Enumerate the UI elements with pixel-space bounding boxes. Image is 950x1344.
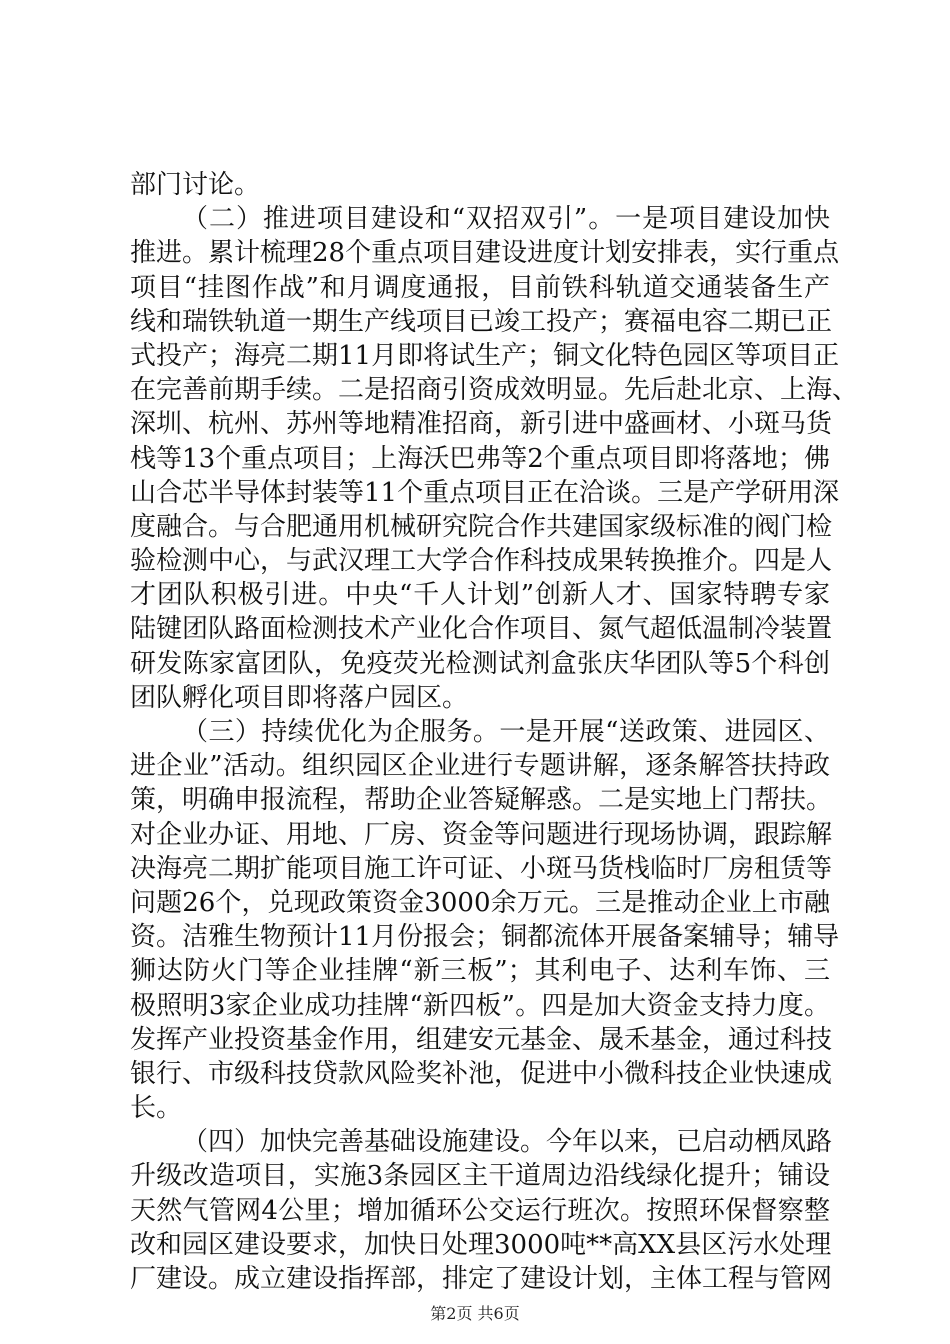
text-line: 改和园区建设要求，加快日处理3000吨**高XX县区污水处理: [130, 1229, 832, 1260]
section-heading-line: （二）推进项目建设和“双招双引”。一是项目建设加快: [182, 204, 830, 235]
text-line: 资。洁雅生物预计11月份报会；铜都流体开展备案辅导；辅导: [130, 922, 840, 953]
section-heading-line: （四）加快完善基础设施建设。今年以来，已启动栖凤路: [182, 1127, 833, 1158]
text-line: 才团队积极引进。中央“千人计划”创新人才、国家特聘专家: [130, 580, 830, 611]
text-line: 长。: [130, 1093, 183, 1124]
text-line: 策，明确申报流程，帮助企业答疑解惑。二是实地上门帮扶。: [130, 785, 833, 816]
text-line: 验检测中心，与武汉理工大学合作科技成果转换推介。四是人: [130, 546, 833, 577]
text-line: 发挥产业投资基金作用，组建安元基金、晟禾基金，通过科技: [130, 1024, 833, 1055]
text-line: 深圳、杭州、苏州等地精准招商，新引进中盛画材、小斑马货: [130, 409, 833, 440]
text-line: 升级改造项目，实施3条园区主干道周边沿线绿化提升；铺设: [130, 1161, 830, 1192]
document-body: [130, 168, 859, 1296]
text-line: 研发陈家富团队，免疫荧光检测试剂盒张庆华团队等5个科创: [130, 648, 830, 679]
text-line: 进企业”活动。组织园区企业进行专题讲解，逐条解答扶持政: [130, 751, 830, 782]
text-line: 陆键团队路面检测技术产业化合作项目、氮气超低温制冷装置: [130, 614, 833, 645]
text-line: 狮达防火门等企业挂牌“新三板”；其利电子、达利车饰、三: [130, 956, 830, 987]
text-line: 决海亮二期扩能项目施工许可证、小斑马货栈临时厂房租赁等: [130, 853, 833, 884]
text-line: 极照明3家企业成功挂牌“新四板”。四是加大资金支持力度。: [130, 990, 830, 1021]
section-heading-line: （三）持续优化为企服务。一是开展“送政策、进园区、: [182, 717, 830, 747]
text-line: 团队孵化项目即将落户园区。: [130, 682, 469, 713]
text-line: 天然气管网4公里；增加循环公交运行班次。按照环保督察整: [130, 1195, 830, 1226]
text-line: 线和瑞铁轨道一期生产线项目已竣工投产；赛福电容二期已正: [130, 306, 833, 337]
text-line: 项目“挂图作战”和月调度通报，目前铁科轨道交通装备生产: [130, 272, 830, 303]
page-footer: [0, 1301, 950, 1324]
text-line: 在完善前期手续。二是招商引资成效明显。先后赴北京、上海、: [130, 375, 859, 406]
text-line: 栈等13个重点项目；上海沃巴弗等2个重点项目即将落地；佛: [130, 443, 830, 474]
text-line: 式投产；海亮二期11月即将试生产；铜文化特色园区等项目正: [130, 340, 840, 371]
text-line: 问题26个，兑现政策资金3000余万元。三是推动企业上市融: [130, 887, 830, 918]
text-line: 山合芯半导体封装等11个重点项目正在洽谈。三是产学研用深: [130, 477, 840, 508]
text-line: 厂建设。成立建设指挥部，排定了建设计划，主体工程与管网: [130, 1264, 833, 1294]
text-line: 推进。累计梳理28个重点项目建设进度计划安排表，实行重点: [130, 238, 840, 269]
text-line: 银行、市级科技贷款风险奖补池，促进中小微科技企业快速成: [130, 1058, 833, 1089]
page-number-label: 第2页 共6页: [430, 1304, 520, 1323]
text-line: 部门讨论。: [130, 170, 261, 200]
text-line: 度融合。与合肥通用机械研究院合作共建国家级标准的阀门检: [130, 511, 833, 542]
text-line: 对企业办证、用地、厂房、资金等问题进行现场协调，跟踪解: [130, 819, 833, 850]
